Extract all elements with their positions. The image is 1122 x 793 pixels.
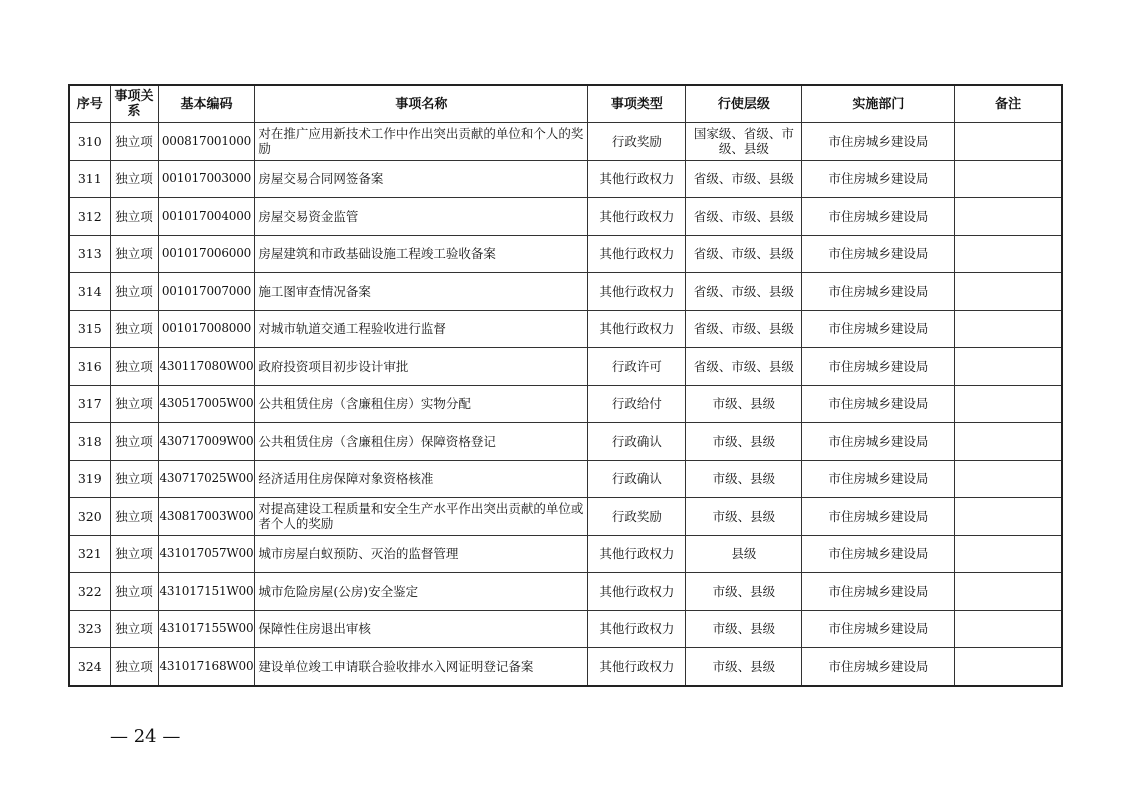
table-row bbox=[69, 273, 1062, 311]
cell-name: 建设单位竣工申请联合验收排水入网证明登记备案 bbox=[255, 648, 588, 686]
cell-level: 市级、县级 bbox=[686, 423, 802, 461]
cell-note bbox=[955, 123, 1062, 161]
cell-dept: 市住房城乡建设局 bbox=[802, 535, 955, 573]
cell-name: 经济适用住房保障对象资格核准 bbox=[255, 460, 588, 498]
cell-code: 001017004000 bbox=[158, 198, 255, 236]
cell-seq: 312 bbox=[69, 198, 110, 236]
cell-note bbox=[955, 348, 1062, 386]
table-row bbox=[69, 610, 1062, 648]
cell-level: 国家级、省级、市级、县级 bbox=[686, 123, 802, 161]
cell-relation: 独立项 bbox=[110, 273, 158, 311]
table-header-row bbox=[69, 85, 1062, 123]
cell-seq: 310 bbox=[69, 123, 110, 161]
cell-note bbox=[955, 160, 1062, 198]
cell-code: 001017008000 bbox=[158, 310, 255, 348]
cell-dept: 市住房城乡建设局 bbox=[802, 648, 955, 686]
cell-seq: 313 bbox=[69, 235, 110, 273]
cell-dept: 市住房城乡建设局 bbox=[802, 498, 955, 536]
cell-dept: 市住房城乡建设局 bbox=[802, 273, 955, 311]
cell-level: 省级、市级、县级 bbox=[686, 273, 802, 311]
cell-relation: 独立项 bbox=[110, 123, 158, 161]
cell-code: 430817003W00 bbox=[158, 498, 255, 536]
items-table bbox=[68, 84, 1063, 687]
cell-seq: 320 bbox=[69, 498, 110, 536]
cell-relation: 独立项 bbox=[110, 610, 158, 648]
cell-name: 保障性住房退出审核 bbox=[255, 610, 588, 648]
cell-level: 省级、市级、县级 bbox=[686, 348, 802, 386]
table-row bbox=[69, 460, 1062, 498]
table-row bbox=[69, 535, 1062, 573]
cell-relation: 独立项 bbox=[110, 423, 158, 461]
cell-seq: 319 bbox=[69, 460, 110, 498]
cell-type: 其他行政权力 bbox=[588, 610, 686, 648]
cell-name: 施工图审查情况备案 bbox=[255, 273, 588, 311]
cell-type: 行政许可 bbox=[588, 348, 686, 386]
table-body bbox=[69, 123, 1062, 686]
header-type: 事项类型 bbox=[588, 85, 686, 123]
header-seq: 序号 bbox=[69, 85, 110, 123]
cell-note bbox=[955, 610, 1062, 648]
cell-seq: 314 bbox=[69, 273, 110, 311]
cell-name: 对城市轨道交通工程验收进行监督 bbox=[255, 310, 588, 348]
cell-note bbox=[955, 460, 1062, 498]
cell-level: 市级、县级 bbox=[686, 460, 802, 498]
cell-code: 430717025W00 bbox=[158, 460, 255, 498]
table-row bbox=[69, 423, 1062, 461]
cell-note bbox=[955, 385, 1062, 423]
table-row bbox=[69, 310, 1062, 348]
cell-level: 省级、市级、县级 bbox=[686, 198, 802, 236]
cell-note bbox=[955, 235, 1062, 273]
cell-seq: 317 bbox=[69, 385, 110, 423]
cell-type: 行政确认 bbox=[588, 423, 686, 461]
cell-code: 430717009W00 bbox=[158, 423, 255, 461]
cell-dept: 市住房城乡建设局 bbox=[802, 460, 955, 498]
cell-level: 市级、县级 bbox=[686, 385, 802, 423]
cell-seq: 323 bbox=[69, 610, 110, 648]
cell-relation: 独立项 bbox=[110, 348, 158, 386]
table-row bbox=[69, 648, 1062, 686]
cell-seq: 322 bbox=[69, 573, 110, 611]
cell-dept: 市住房城乡建设局 bbox=[802, 385, 955, 423]
table-row bbox=[69, 160, 1062, 198]
table-row bbox=[69, 235, 1062, 273]
cell-code: 431017057W00 bbox=[158, 535, 255, 573]
cell-relation: 独立项 bbox=[110, 198, 158, 236]
cell-code: 431017168W00 bbox=[158, 648, 255, 686]
cell-level: 省级、市级、县级 bbox=[686, 160, 802, 198]
cell-name: 房屋建筑和市政基础设施工程竣工验收备案 bbox=[255, 235, 588, 273]
cell-name: 公共租赁住房（含廉租住房）实物分配 bbox=[255, 385, 588, 423]
cell-relation: 独立项 bbox=[110, 648, 158, 686]
cell-seq: 316 bbox=[69, 348, 110, 386]
cell-dept: 市住房城乡建设局 bbox=[802, 348, 955, 386]
table-row bbox=[69, 498, 1062, 536]
cell-code: 000817001000 bbox=[158, 123, 255, 161]
cell-name: 政府投资项目初步设计审批 bbox=[255, 348, 588, 386]
cell-type: 其他行政权力 bbox=[588, 235, 686, 273]
cell-relation: 独立项 bbox=[110, 310, 158, 348]
cell-note bbox=[955, 310, 1062, 348]
header-relation: 事项关系 bbox=[110, 85, 158, 123]
header-code: 基本编码 bbox=[158, 85, 255, 123]
cell-type: 其他行政权力 bbox=[588, 160, 686, 198]
header-level: 行使层级 bbox=[686, 85, 802, 123]
cell-code: 001017003000 bbox=[158, 160, 255, 198]
cell-code: 430117080W00 bbox=[158, 348, 255, 386]
cell-name: 房屋交易合同网签备案 bbox=[255, 160, 588, 198]
cell-type: 其他行政权力 bbox=[588, 535, 686, 573]
cell-code: 001017007000 bbox=[158, 273, 255, 311]
cell-name: 城市房屋白蚁预防、灭治的监督管理 bbox=[255, 535, 588, 573]
cell-seq: 318 bbox=[69, 423, 110, 461]
table-row bbox=[69, 198, 1062, 236]
cell-type: 其他行政权力 bbox=[588, 648, 686, 686]
cell-type: 其他行政权力 bbox=[588, 198, 686, 236]
cell-note bbox=[955, 535, 1062, 573]
cell-level: 市级、县级 bbox=[686, 648, 802, 686]
page-number: — 24 — bbox=[110, 726, 181, 747]
cell-code: 431017151W00 bbox=[158, 573, 255, 611]
cell-dept: 市住房城乡建设局 bbox=[802, 198, 955, 236]
cell-type: 其他行政权力 bbox=[588, 310, 686, 348]
cell-relation: 独立项 bbox=[110, 385, 158, 423]
cell-level: 市级、县级 bbox=[686, 498, 802, 536]
cell-relation: 独立项 bbox=[110, 573, 158, 611]
cell-type: 其他行政权力 bbox=[588, 273, 686, 311]
header-name: 事项名称 bbox=[255, 85, 588, 123]
cell-type: 行政给付 bbox=[588, 385, 686, 423]
cell-dept: 市住房城乡建设局 bbox=[802, 123, 955, 161]
cell-dept: 市住房城乡建设局 bbox=[802, 160, 955, 198]
cell-name: 对提高建设工程质量和安全生产水平作出突出贡献的单位或者个人的奖励 bbox=[255, 498, 588, 536]
cell-name: 城市危险房屋(公房)安全鉴定 bbox=[255, 573, 588, 611]
cell-note bbox=[955, 273, 1062, 311]
table-row bbox=[69, 348, 1062, 386]
cell-type: 其他行政权力 bbox=[588, 573, 686, 611]
cell-type: 行政确认 bbox=[588, 460, 686, 498]
cell-note bbox=[955, 198, 1062, 236]
cell-level: 市级、县级 bbox=[686, 610, 802, 648]
cell-note bbox=[955, 498, 1062, 536]
cell-note bbox=[955, 573, 1062, 611]
cell-note bbox=[955, 423, 1062, 461]
cell-name: 公共租赁住房（含廉租住房）保障资格登记 bbox=[255, 423, 588, 461]
cell-note bbox=[955, 648, 1062, 686]
cell-type: 行政奖励 bbox=[588, 123, 686, 161]
table-row bbox=[69, 123, 1062, 161]
cell-code: 431017155W00 bbox=[158, 610, 255, 648]
cell-name: 房屋交易资金监管 bbox=[255, 198, 588, 236]
cell-level: 省级、市级、县级 bbox=[686, 310, 802, 348]
cell-dept: 市住房城乡建设局 bbox=[802, 610, 955, 648]
header-dept: 实施部门 bbox=[802, 85, 955, 123]
cell-dept: 市住房城乡建设局 bbox=[802, 235, 955, 273]
cell-dept: 市住房城乡建设局 bbox=[802, 423, 955, 461]
cell-code: 001017006000 bbox=[158, 235, 255, 273]
cell-relation: 独立项 bbox=[110, 235, 158, 273]
cell-dept: 市住房城乡建设局 bbox=[802, 310, 955, 348]
cell-seq: 315 bbox=[69, 310, 110, 348]
table-row bbox=[69, 573, 1062, 611]
cell-relation: 独立项 bbox=[110, 160, 158, 198]
table-row bbox=[69, 385, 1062, 423]
header-note: 备注 bbox=[955, 85, 1062, 123]
cell-type: 行政奖励 bbox=[588, 498, 686, 536]
cell-seq: 311 bbox=[69, 160, 110, 198]
cell-seq: 321 bbox=[69, 535, 110, 573]
cell-code: 430517005W00 bbox=[158, 385, 255, 423]
cell-relation: 独立项 bbox=[110, 498, 158, 536]
cell-relation: 独立项 bbox=[110, 535, 158, 573]
cell-relation: 独立项 bbox=[110, 460, 158, 498]
cell-seq: 324 bbox=[69, 648, 110, 686]
cell-level: 市级、县级 bbox=[686, 573, 802, 611]
cell-level: 县级 bbox=[686, 535, 802, 573]
cell-name: 对在推广应用新技术工作中作出突出贡献的单位和个人的奖励 bbox=[255, 123, 588, 161]
cell-level: 省级、市级、县级 bbox=[686, 235, 802, 273]
cell-dept: 市住房城乡建设局 bbox=[802, 573, 955, 611]
